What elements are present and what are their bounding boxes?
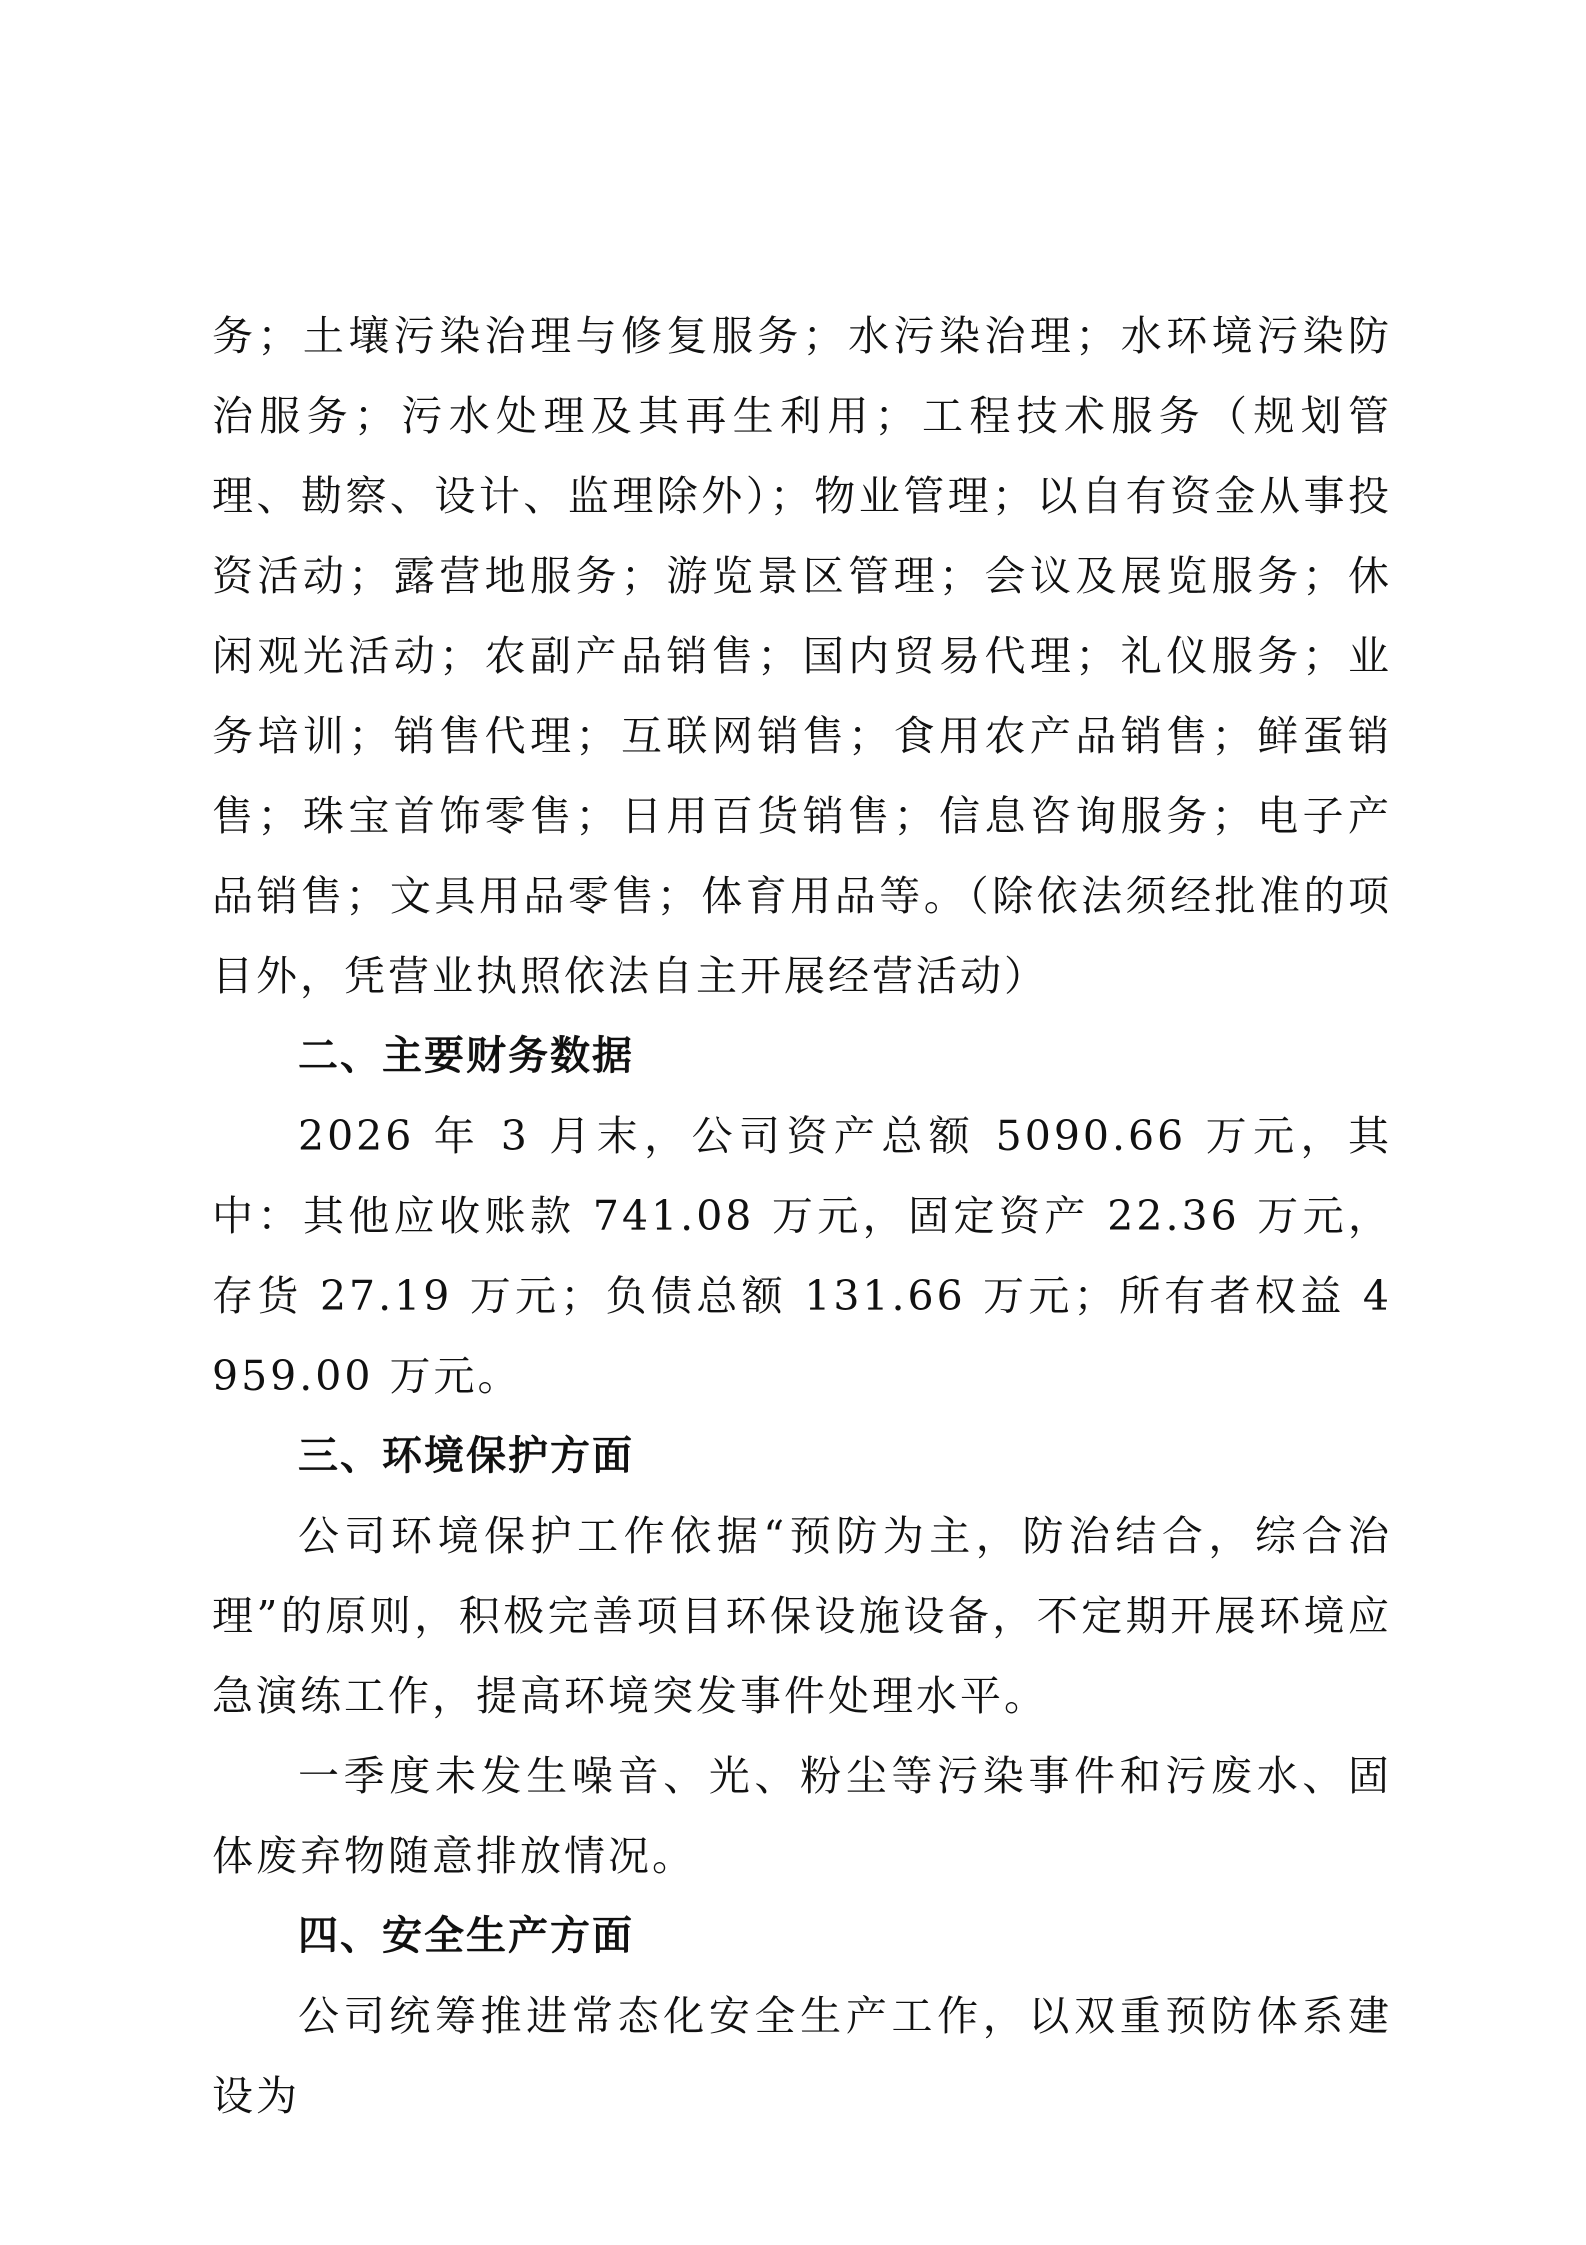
section-heading-financial-data: 二、主要财务数据: [298, 1033, 634, 1079]
section-heading-environmental-protection: 三、环境保护方面: [298, 1433, 634, 1479]
business-scope-continued-paragraph: 务；土壤污染治理与修复服务；水污染治理；水环境污染防治服务；污水处理及其再生利用；工程技术服务（规划管理、勘察、设计、监理除外）；物业管理；以自有资金从事投资活动；露营地服务；游览景区管理；会议及展览服务；休闲观光活动；农副产品销售；国内贸易代理；礼仪服务；业务培训；销售代理；互联网销售；食用农产品销售；鲜蛋销售；珠宝首饰零售；日用百货销售；信息咨询服务；电子产品销售；文具用品零售；体育用品等。（除依法须经批准的项目外，凭营业执照依法自主开展经营活动）: [212, 312, 1392, 1000]
environmental-protection-paragraph: 公司环境保护工作依据“预防为主，防治结合，综合治理”的原则，积极完善项目环保设施设备，不定期开展环境应急演练工作，提高环境突发事件处理水平。: [212, 1512, 1392, 1720]
production-safety-paragraph: 公司统筹推进常态化安全生产工作，以双重预防体系建设为: [212, 1992, 1392, 2120]
document-body: [212, 296, 1392, 2136]
financial-data-paragraph: 2026 年 3 月末，公司资产总额 5090.66 万元，其中：其他应收账款 741.08 万元，固定资产 22.36 万元，存货 27.19 万元；负债总额 131.66 万元；所有者权益 4959.00 万元。: [212, 1112, 1392, 1400]
pollution-incidents-paragraph: 一季度未发生噪音、光、粉尘等污染事件和污废水、固体废弃物随意排放情况。: [212, 1752, 1392, 1880]
section-heading-production-safety: 四、安全生产方面: [298, 1913, 634, 1959]
